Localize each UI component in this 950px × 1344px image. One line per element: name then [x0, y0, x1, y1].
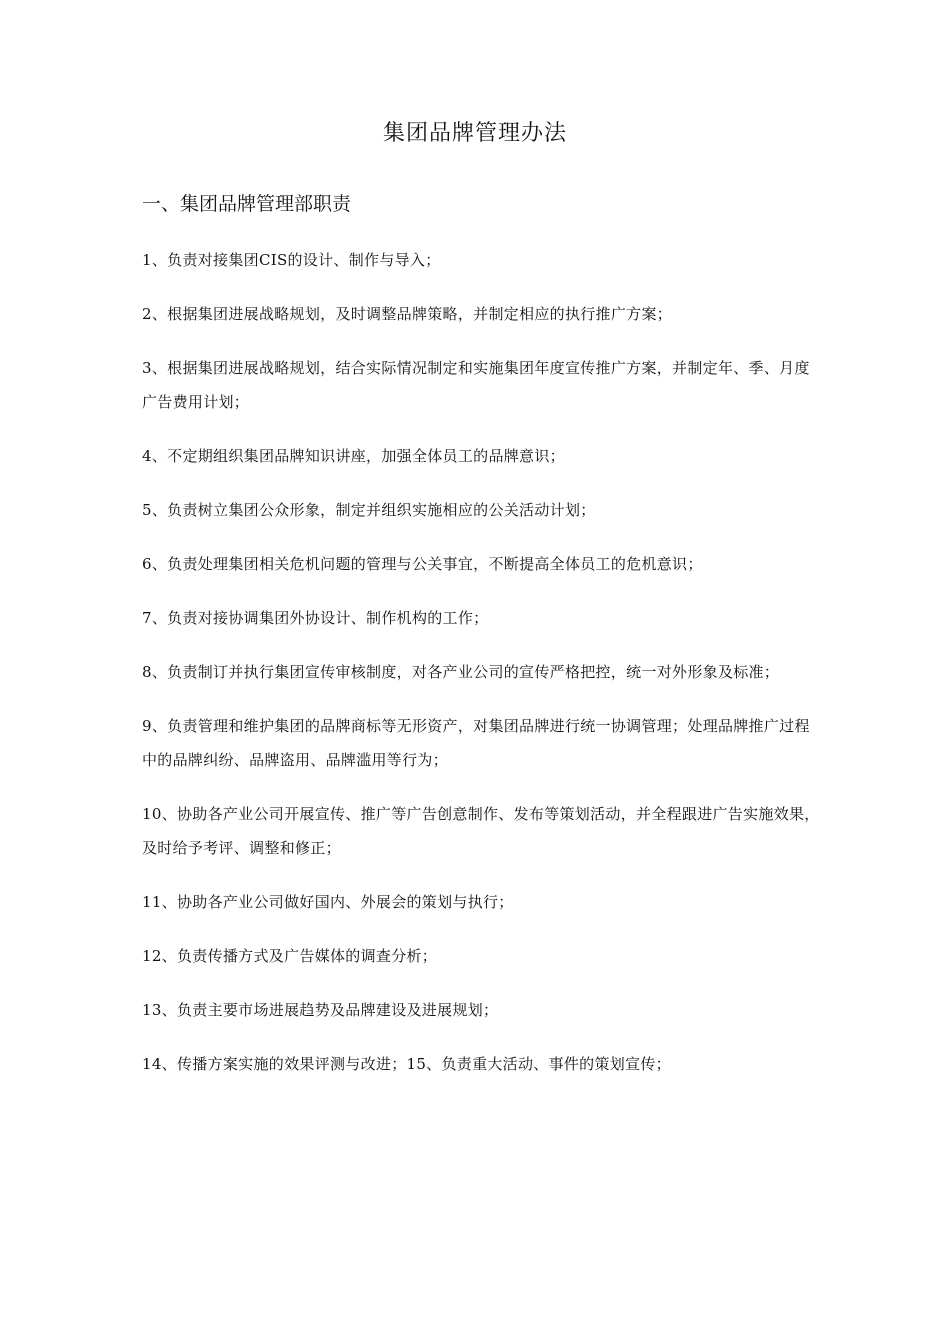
- section-heading: 一、集团品牌管理部职责: [142, 193, 352, 215]
- duty-item-6: 6、负责处理集团相关危机问题的管理与公关事宜，不断提高全体员工的危机意识；: [142, 555, 703, 573]
- duty-item-9: 9、负责管理和维护集团的品牌商标等无形资产，对集团品牌进行统一协调管理；处理品牌推广过程中的品牌纠纷、品牌盗用、品牌滥用等行为；: [142, 717, 810, 769]
- duty-item-11: 11、协助各产业公司做好国内、外展会的策划与执行；: [142, 893, 514, 911]
- duty-item-10: 10、协助各产业公司开展宣传、推广等广告创意制作、发布等策划活动，并全程跟进广告实施效果，及时给予考评、调整和修正；: [142, 805, 820, 857]
- duty-item-5: 5、负责树立集团公众形象，制定并组织实施相应的公关活动计划；: [142, 501, 596, 519]
- duty-item-7: 7、负责对接协调集团外协设计、制作机构的工作；: [142, 609, 489, 627]
- document-title: 集团品牌管理办法: [382, 121, 567, 146]
- duty-item-2: 2、根据集团进展战略规划，及时调整品牌策略，并制定相应的执行推广方案；: [142, 305, 673, 323]
- duty-item-8: 8、负责制订并执行集团宣传审核制度，对各产业公司的宣传严格把控，统一对外形象及标准；: [142, 663, 780, 681]
- duty-item-13: 13、负责主要市场进展趋势及品牌建设及进展规划；: [142, 1001, 499, 1019]
- duty-item-1: 1、负责对接集团CIS的设计、制作与导入；: [142, 251, 441, 269]
- duty-list: [142, 243, 822, 1101]
- duty-item-14: 14、传播方案实施的效果评测与改进；15、负责重大活动、事件的策划宣传；: [142, 1055, 671, 1073]
- duty-item-3: 3、根据集团进展战略规划，结合实际情况制定和实施集团年度宣传推广方案，并制定年、季、月度广告费用计划；: [142, 359, 810, 411]
- duty-item-4: 4、不定期组织集团品牌知识讲座，加强全体员工的品牌意识；: [142, 447, 565, 465]
- duty-item-12: 12、负责传播方式及广告媒体的调查分析；: [142, 947, 438, 965]
